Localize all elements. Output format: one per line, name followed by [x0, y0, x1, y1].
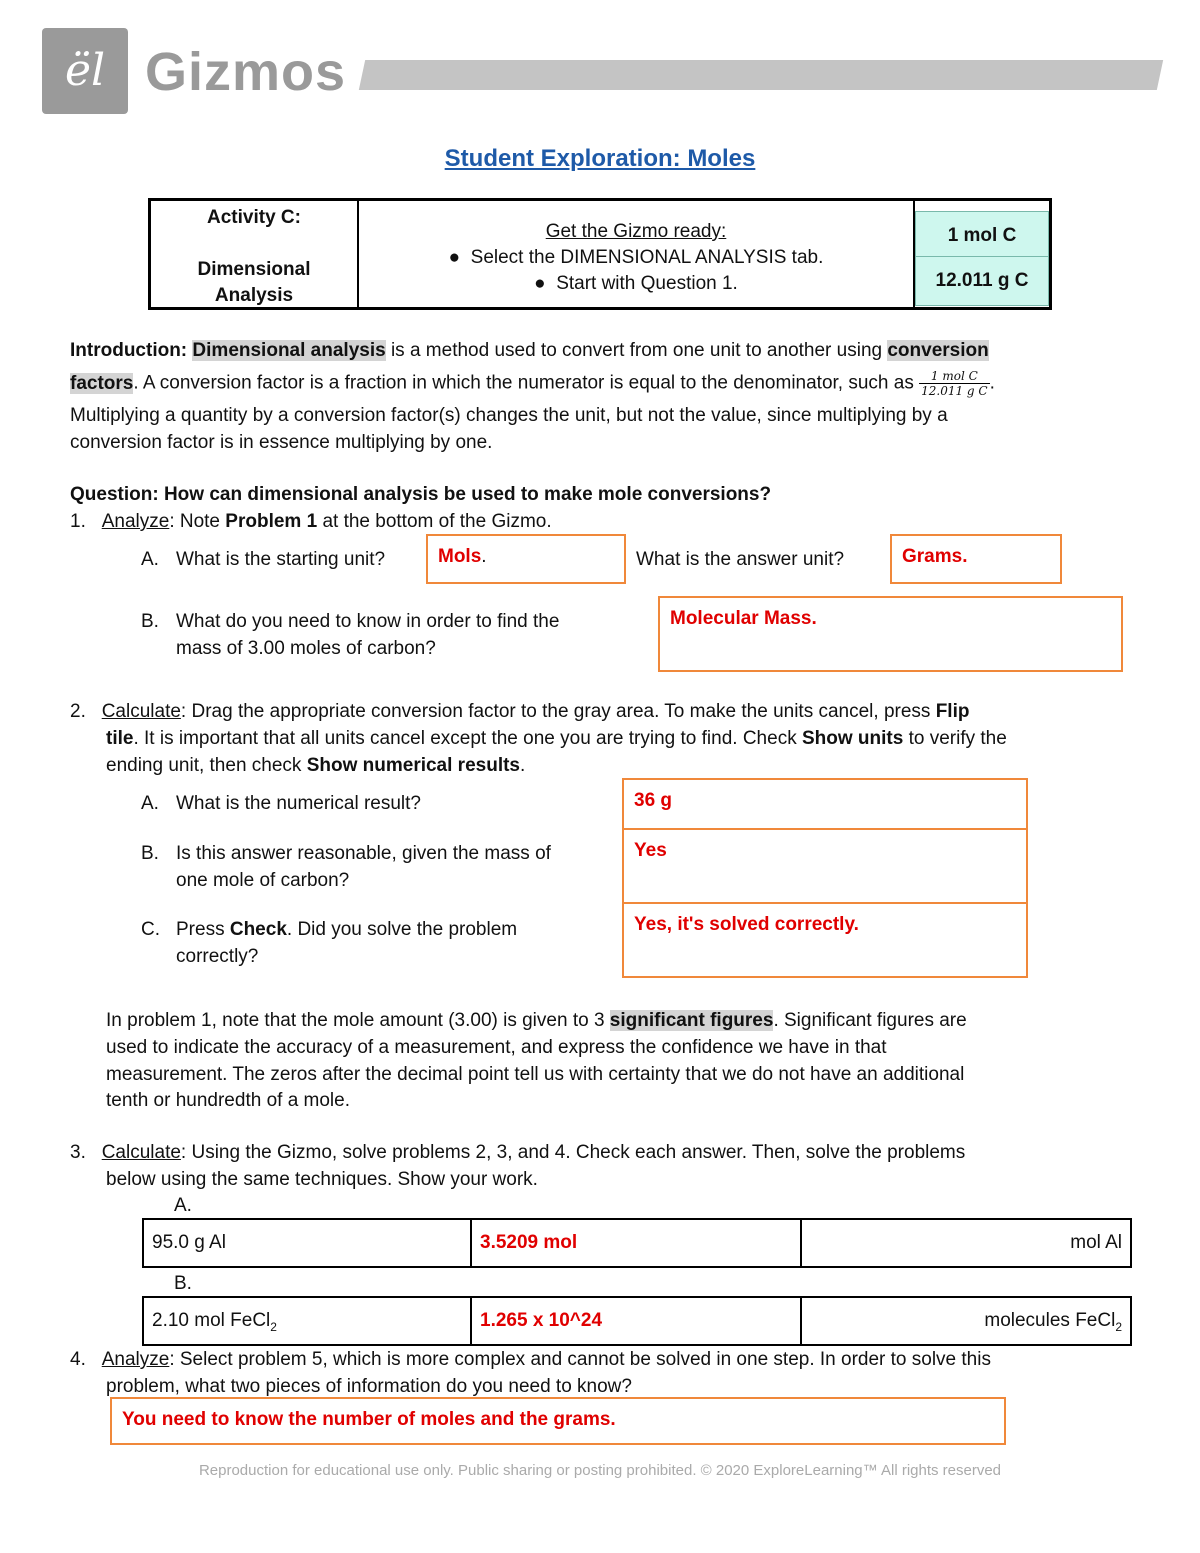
- q1a-answer-field[interactable]: [426, 534, 626, 584]
- q4-answer-field[interactable]: [110, 1397, 1006, 1445]
- q3a-label: A.: [174, 1195, 192, 1216]
- conversion-factor-cell: [915, 201, 1049, 307]
- sigfig-text: . Significant figures are: [773, 1010, 967, 1031]
- q2b-label: B.: [141, 843, 159, 864]
- fraction-numerator: 1 mol C: [919, 369, 989, 384]
- main-question: Question: How can dimensional analysis be used to make mole conversions?: [70, 484, 772, 505]
- q1a-text: What is the starting unit?: [176, 549, 386, 570]
- q2-number: 2.: [70, 701, 86, 722]
- q2c-text-pre: Press: [176, 919, 230, 940]
- intro-line4: conversion factor is in essence multiplying by one.: [70, 432, 493, 453]
- q1-bold: Problem 1: [225, 511, 318, 532]
- q2c-text-post: . Did you solve the problem: [286, 919, 518, 940]
- q4-line1: [70, 1346, 1140, 1373]
- q2-line2: [106, 725, 1146, 752]
- bullet-item: ● Start with Question 1.: [534, 273, 738, 294]
- conversion-factor-tile-bottom: 12.011 g C: [915, 256, 1049, 306]
- q3b-unit-subscript: 2: [1115, 1319, 1122, 1334]
- q3-text: : Using the Gizmo, solve problems 2, 3, and 4. Check each answer. Then, solve the problems: [180, 1142, 966, 1163]
- activity-label-cell: [151, 201, 359, 307]
- q3b-unit: [802, 1298, 1130, 1344]
- q2-bold: Flip: [935, 701, 970, 722]
- sigfig-line1: [106, 1007, 1146, 1034]
- q3-line2: below using the same techniques. Show your work.: [106, 1169, 538, 1190]
- intro-line2: factors. A conversion factor is a fraction in which the numerator is equal to the denominator, such as $\frac{\text{1 mol C}}{\text{12.011 g C}}$ .: [70, 369, 995, 398]
- q2-bold: Show units: [801, 728, 904, 749]
- q3-number: 3.: [70, 1142, 86, 1163]
- brand-name: Gizmos: [145, 42, 347, 102]
- q2b-text: Is this answer reasonable, given the mass of: [176, 843, 551, 864]
- q2b-answer: Yes: [634, 840, 667, 861]
- fraction-denominator: 12.011 g C: [921, 384, 988, 398]
- q1b-text-2: mass of 3.00 moles of carbon?: [176, 638, 436, 659]
- q2c-text: [176, 916, 517, 943]
- footer-notice: Reproduction for educational use only. Public sharing or posting prohibited. © 2020 ExploreLearning™ All rights reserved: [198, 1462, 1002, 1479]
- q3a-given: 95.0 g Al: [144, 1220, 472, 1266]
- intro-line3: Multiplying a quantity by a conversion factor(s) changes the unit, but not the value, since multiplying by a: [70, 405, 948, 426]
- bullet-item: ● Select the DIMENSIONAL ANALYSIS tab.: [448, 247, 824, 268]
- q1-verb: Analyze: [101, 511, 170, 532]
- q2c-label: C.: [141, 919, 160, 940]
- term-dimensional-analysis: Dimensional analysis: [192, 340, 386, 361]
- q3b-given-subscript: 2: [270, 1319, 277, 1334]
- q1b-answer-field[interactable]: [658, 596, 1123, 672]
- logo-glyph: ël: [64, 45, 106, 96]
- q1a-label: A.: [141, 549, 159, 570]
- conversion-fraction: [919, 369, 989, 398]
- q2a-answer: 36 g: [634, 790, 673, 811]
- q2-bold: Show numerical results: [306, 755, 520, 776]
- q1a-answer: Mols: [438, 546, 482, 567]
- q4-verb: Analyze: [101, 1349, 170, 1370]
- q2-text: . It is important that all units cancel except the one you are trying to find. Check: [133, 728, 802, 749]
- sigfig-text: In problem 1, note that the mole amount (3.00) is given to 3: [106, 1010, 610, 1031]
- q1-text: at the bottom of the Gizmo.: [317, 511, 552, 532]
- q2-text: ending unit, then check: [106, 755, 307, 776]
- q2a-text: What is the numerical result?: [176, 793, 421, 814]
- gizmo-ready-heading: Get the Gizmo ready:: [545, 221, 727, 242]
- activity-name-line2: Analysis: [214, 285, 294, 306]
- gizmo-ready-cell: [359, 201, 915, 307]
- sigfig-line3: measurement. The zeros after the decimal point tell us with certainty that we do not have an additional: [106, 1064, 965, 1085]
- q1a2-answer: Grams.: [902, 546, 968, 567]
- q4-line2: problem, what two pieces of information do you need to know?: [106, 1376, 632, 1397]
- q2-text: to verify the: [903, 728, 1007, 749]
- q2c-bold: Check: [229, 919, 287, 940]
- q3b-answer-field[interactable]: 1.265 x 10^24: [472, 1298, 802, 1344]
- q4-number: 4.: [70, 1349, 86, 1370]
- q1a-answer-period: .: [481, 546, 487, 567]
- q2-bold: tile: [106, 728, 134, 749]
- q2-text: : Drag the appropriate conversion factor to the gray area. To make the units cancel, press: [180, 701, 936, 722]
- q1b-text: What do you need to know in order to find the: [176, 611, 560, 632]
- activity-label: Activity C:: [207, 207, 301, 228]
- intro-text: is a method used to convert from one unit to another using: [385, 340, 888, 361]
- q3b-given-text: 2.10 mol FeCl: [152, 1310, 271, 1331]
- q3a-unit: mol Al: [1070, 1232, 1122, 1253]
- q2-line3: [106, 752, 525, 779]
- term-significant-figures: significant figures: [609, 1010, 774, 1031]
- q1b-answer: Molecular Mass.: [670, 608, 817, 629]
- conversion-factor-tile-top: 1 mol C: [915, 211, 1049, 261]
- q3a-table: [142, 1218, 1132, 1268]
- q2b-text-2: one mole of carbon?: [176, 870, 350, 891]
- q3a-answer-field[interactable]: 3.5209 mol: [472, 1220, 802, 1266]
- q3b-given: [144, 1298, 472, 1344]
- q3-line1: [70, 1139, 1140, 1166]
- sigfig-line4: tenth or hundredth of a mole.: [106, 1090, 350, 1111]
- q1-text: : Note: [169, 511, 226, 532]
- q2-verb: Calculate: [101, 701, 181, 722]
- activity-table: [148, 198, 1052, 310]
- q3-verb: Calculate: [101, 1142, 181, 1163]
- q2b-answer-field[interactable]: [622, 828, 1028, 904]
- q3b-unit-text: molecules FeCl: [984, 1310, 1116, 1331]
- q1-line: [70, 508, 552, 535]
- q3b-label: B.: [174, 1273, 192, 1294]
- q1b-label: B.: [141, 611, 159, 632]
- q2a-label: A.: [141, 793, 159, 814]
- activity-name-line1: Dimensional: [197, 259, 311, 280]
- bullet-text: Select the DIMENSIONAL ANALYSIS tab.: [470, 247, 824, 268]
- q2c-answer-field[interactable]: [622, 902, 1028, 978]
- q1a2-answer-field[interactable]: [890, 534, 1062, 584]
- header-bar: [359, 60, 1163, 90]
- q2c-answer: Yes, it's solved correctly.: [634, 914, 859, 935]
- q1-number: 1.: [70, 511, 86, 532]
- q4-answer: You need to know the number of moles and the grams.: [122, 1409, 616, 1430]
- sigfig-line2: used to indicate the accuracy of a measurement, and express the confidence we have in that: [106, 1037, 887, 1058]
- q4-text: : Select problem 5, which is more complex and cannot be solved in one step. In order to solve this: [169, 1349, 991, 1370]
- term-conversion-factors-2: factors: [70, 372, 134, 394]
- term-conversion-factors: conversion: [887, 340, 989, 361]
- q2-line1: [70, 698, 1140, 725]
- bullet-text: Start with Question 1.: [556, 273, 738, 294]
- q2-text: .: [520, 755, 526, 776]
- q2c-text-2: correctly?: [176, 946, 259, 967]
- intro-text: . A conversion factor is a fraction in which the numerator is equal to the denominator, such as: [133, 372, 920, 394]
- q3b-table: [142, 1296, 1132, 1346]
- q1a2-text: What is the answer unit?: [636, 549, 845, 570]
- page-title: Student Exploration: Moles: [444, 145, 756, 172]
- q2a-answer-field[interactable]: [622, 778, 1028, 830]
- explorelearning-logo: [42, 28, 128, 114]
- intro-label: Introduction:: [70, 340, 188, 361]
- intro-line1: [70, 337, 1130, 364]
